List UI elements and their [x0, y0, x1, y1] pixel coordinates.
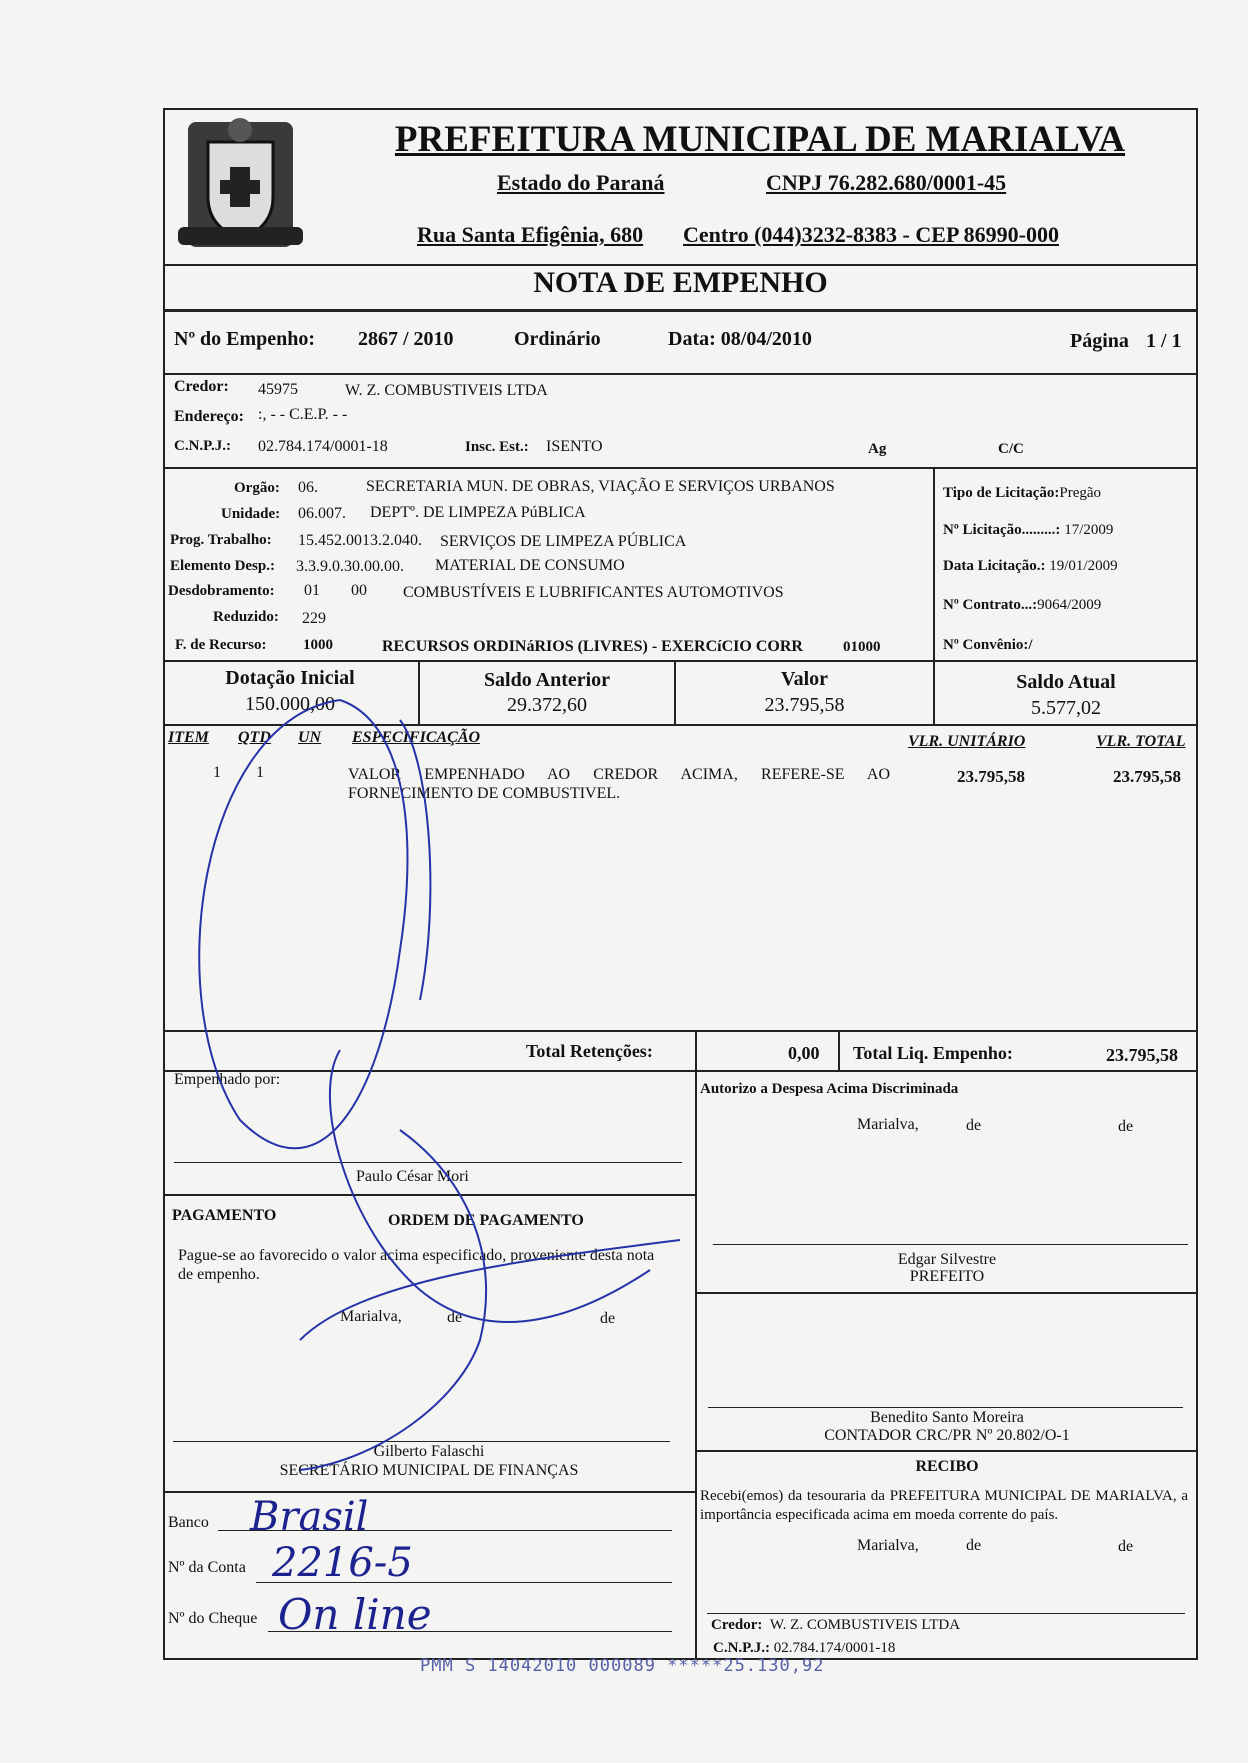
recibo-title: RECIBO: [915, 1458, 979, 1475]
reduzido-label: Reduzido:: [213, 609, 279, 625]
recibo-cnpj: [713, 1640, 895, 1657]
reduzido-value: 229: [302, 610, 326, 627]
valor-value: 23.795,58: [764, 694, 845, 716]
row-vlr-total: 23.795,58: [1113, 767, 1181, 786]
saldo-anterior-label: Saldo Anterior: [483, 669, 611, 691]
endereco-value: :, - - C.E.P. - -: [258, 406, 348, 423]
financas-signer: Gilberto Falaschi: [373, 1443, 485, 1460]
col-item: ITEM: [168, 729, 209, 746]
saldo-atual-label: Saldo Atual: [1016, 671, 1116, 693]
prefeito-role: PREFEITO: [909, 1268, 985, 1285]
desdobramento-code1: 01: [304, 582, 320, 599]
recibo-cnpj-value: 02.784.174/0001-18: [773, 1640, 896, 1656]
orgao-name: SECRETARIA MUN. DE OBRAS, VIAÇÃO E SERVIÇOS URBANOS: [366, 478, 835, 495]
insc-value: ISENTO: [546, 438, 603, 455]
tipo-licitacao: [943, 485, 1101, 502]
bank-stamp: PMM S 14042010 000089 *****25.130,92: [420, 1656, 825, 1676]
row-qtd: 1: [256, 764, 264, 781]
unidade-code: 06.007.: [298, 505, 346, 522]
empenho-number-label: Nº do Empenho:: [174, 328, 316, 350]
row-vlr-unitario: 23.795,58: [957, 767, 1025, 786]
contador-role: CONTADOR CRC/PR Nº 20.802/O-1: [824, 1427, 1070, 1444]
total-liq-label: Total Liq. Empenho:: [853, 1043, 1013, 1063]
endereco-label: Endereço:: [174, 408, 244, 425]
recibo-credor-value: W. Z. COMBUSTIVEIS LTDA: [769, 1617, 961, 1633]
contact-label: Centro (044)3232-8383 - CEP 86990-000: [683, 222, 1059, 247]
autorizo-label: Autorizo a Despesa Acima Discriminada: [700, 1081, 959, 1097]
col-vlr-total: VLR. TOTAL: [1096, 733, 1186, 750]
page-label: Página: [1070, 330, 1129, 352]
desdobramento-label: Desdobramento:: [168, 583, 275, 599]
empenho-number: 2867 / 2010: [358, 328, 454, 350]
empenho-date: Data: 08/04/2010: [668, 328, 812, 350]
elemento-name: MATERIAL DE CONSUMO: [435, 557, 625, 574]
orgao-code: 06.: [298, 479, 318, 496]
contrato-value: 9064/2009: [1037, 597, 1102, 613]
col-vlr-unitario: VLR. UNITÁRIO: [908, 733, 1026, 750]
recurso-label: F. de Recurso:: [175, 637, 267, 653]
unidade-label: Unidade:: [221, 506, 281, 522]
pagamento-de2: de: [600, 1310, 616, 1327]
numero-licitacao-value: 17/2009: [1064, 522, 1114, 538]
row-item: 1: [213, 764, 221, 781]
pagamento-text: Pague-se ao favorecido o valor acima especificado, proveniente desta nota de empenho.: [178, 1247, 655, 1283]
document-title: NOTA DE EMPENHO: [533, 266, 828, 299]
cheque-label: Nº do Cheque: [168, 1610, 258, 1627]
recurso-code: 1000: [303, 637, 333, 653]
valor-label: Valor: [780, 668, 829, 690]
cnpj-credor-value: 02.784.174/0001-18: [258, 438, 388, 455]
financas-role: SECRETÁRIO MUNICIPAL DE FINANÇAS: [279, 1462, 579, 1479]
cnpj-label: CNPJ 76.282.680/0001-45: [766, 170, 1007, 195]
recibo-de1: de: [966, 1537, 982, 1554]
recibo-credor-label: Credor:: [711, 1617, 763, 1633]
recurso-name: RECURSOS ORDINáRIOS (LIVRES) - EXERCíCIO CORR: [382, 638, 803, 655]
tipo-licitacao-value: Pregão: [1059, 485, 1102, 501]
ordem-pagamento-label: ORDEM DE PAGAMENTO: [388, 1212, 584, 1229]
data-licitacao-label: Data Licitação.:: [943, 558, 1046, 574]
contador-signer: Benedito Santo Moreira: [870, 1409, 1024, 1426]
contrato-label: Nº Contrato...:: [943, 597, 1038, 613]
empenhado-signer: Paulo César Mori: [356, 1168, 469, 1185]
cc-label: C/C: [998, 441, 1024, 457]
row-especificacao: VALOR EMPENHADO AO CREDOR ACIMA, REFERE-SE AO FORNECIMENTO DE COMBUSTIVEL.: [348, 766, 890, 802]
recibo-city: Marialva,: [857, 1537, 919, 1554]
saldo-anterior-value: 29.372,60: [507, 694, 587, 716]
conta-label: Nº da Conta: [168, 1559, 246, 1576]
numero-licitacao: [943, 522, 1113, 539]
convenio-label: Nº Convênio:/: [943, 637, 1033, 653]
unidade-name: DEPTº. DE LIMPEZA PúBLICA: [370, 504, 586, 521]
autorizo-de1: de: [966, 1117, 982, 1134]
prog-label: Prog. Trabalho:: [170, 532, 272, 548]
state-label: Estado do Paraná: [497, 170, 665, 195]
credor-code: 45975: [258, 381, 298, 398]
prog-name: SERVIÇOS DE LIMPEZA PÚBLICA: [440, 533, 687, 550]
address-label: Rua Santa Efigênia, 680: [417, 222, 644, 247]
page-title: PREFEITURA MUNICIPAL DE MARIALVA: [394, 119, 1126, 160]
recibo-cnpj-label: C.N.P.J.:: [713, 1640, 770, 1656]
desdobramento-name: COMBUSTÍVEIS E LUBRIFICANTES AUTOMOTIVOS: [403, 584, 784, 601]
recibo-de2: de: [1118, 1538, 1134, 1555]
contrato: [943, 597, 1101, 614]
retencoes-value: 0,00: [788, 1043, 820, 1063]
banco-label: Banco: [168, 1514, 209, 1531]
total-liq-value: 23.795,58: [1106, 1045, 1178, 1065]
coat-of-arms-logo: [168, 112, 313, 260]
tipo-licitacao-label: Tipo de Licitação:: [943, 485, 1060, 501]
retencoes-label: Total Retenções:: [526, 1041, 653, 1061]
prefeito-signer: Edgar Silvestre: [897, 1251, 997, 1268]
data-licitacao: [943, 558, 1118, 575]
recibo-text: Recebi(emos) da tesouraria da PREFEITURA MUNICIPAL DE MARIALVA, a importância especificada acima em moeda corrente do país.: [700, 1488, 1188, 1523]
saldo-atual-value: 5.577,02: [1031, 697, 1101, 719]
desdobramento-code2: 00: [351, 582, 367, 599]
conta-value: 2216-5: [272, 1540, 413, 1586]
empenhado-label: Empenhado por:: [174, 1071, 281, 1088]
ag-label: Ag: [868, 441, 887, 457]
autorizo-city: Marialva,: [857, 1116, 919, 1133]
dotacao-value: 150.000,00: [245, 693, 335, 715]
elemento-label: Elemento Desp.:: [170, 558, 275, 574]
col-especificacao: ESPECIFICAÇÃO: [352, 729, 481, 746]
empenho-type: Ordinário: [514, 328, 601, 350]
cnpj-credor-label: C.N.P.J.:: [174, 438, 231, 454]
dotacao-label: Dotação Inicial: [225, 667, 355, 689]
col-qtd: QTD: [238, 729, 271, 746]
pagamento-label: PAGAMENTO: [172, 1207, 277, 1224]
recurso-code2: 01000: [843, 639, 881, 655]
pagamento-city: Marialva,: [340, 1308, 402, 1325]
elemento-code: 3.3.9.0.30.00.00.: [296, 558, 404, 575]
credor-name: W. Z. COMBUSTIVEIS LTDA: [345, 382, 548, 399]
insc-label: Insc. Est.:: [465, 439, 529, 455]
data-licitacao-value: 19/01/2009: [1049, 558, 1118, 574]
banco-value: Brasil: [250, 1494, 369, 1540]
pagamento-de1: de: [447, 1309, 463, 1326]
orgao-label: Orgão:: [234, 480, 280, 496]
cheque-value: On line: [278, 1590, 432, 1639]
col-un: UN: [298, 729, 322, 746]
recibo-credor: [711, 1617, 960, 1634]
credor-label: Credor:: [174, 378, 229, 395]
numero-licitacao-label: Nº Licitação.........:: [943, 522, 1061, 538]
autorizo-de2: de: [1118, 1118, 1134, 1135]
prog-code: 15.452.0013.2.040.: [298, 532, 422, 549]
page-number: 1 / 1: [1146, 330, 1182, 352]
